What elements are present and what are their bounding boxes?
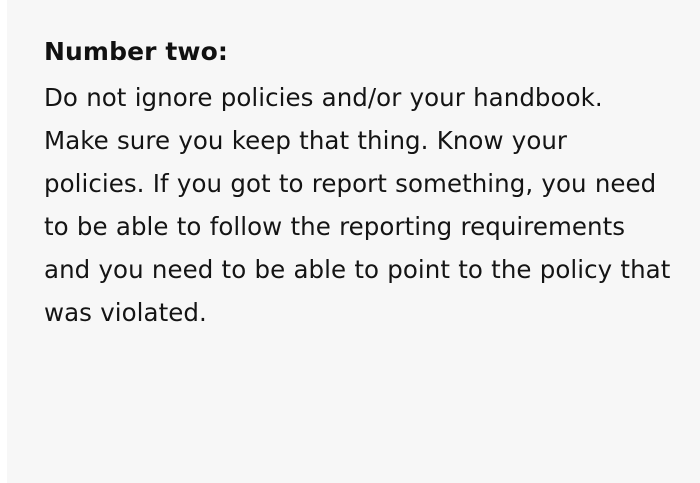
text-block — [44, 34, 672, 334]
body-paragraph: Do not ignore policies and/or your handbook. Make sure you keep that thing. Know your policies. If you got to report something, you need to be able to follow the reporting requirements and you need to be able to point to the policy that was violated. — [44, 82, 671, 328]
page-title: Number two: — [44, 37, 228, 66]
left-margin-rule — [0, 0, 7, 483]
